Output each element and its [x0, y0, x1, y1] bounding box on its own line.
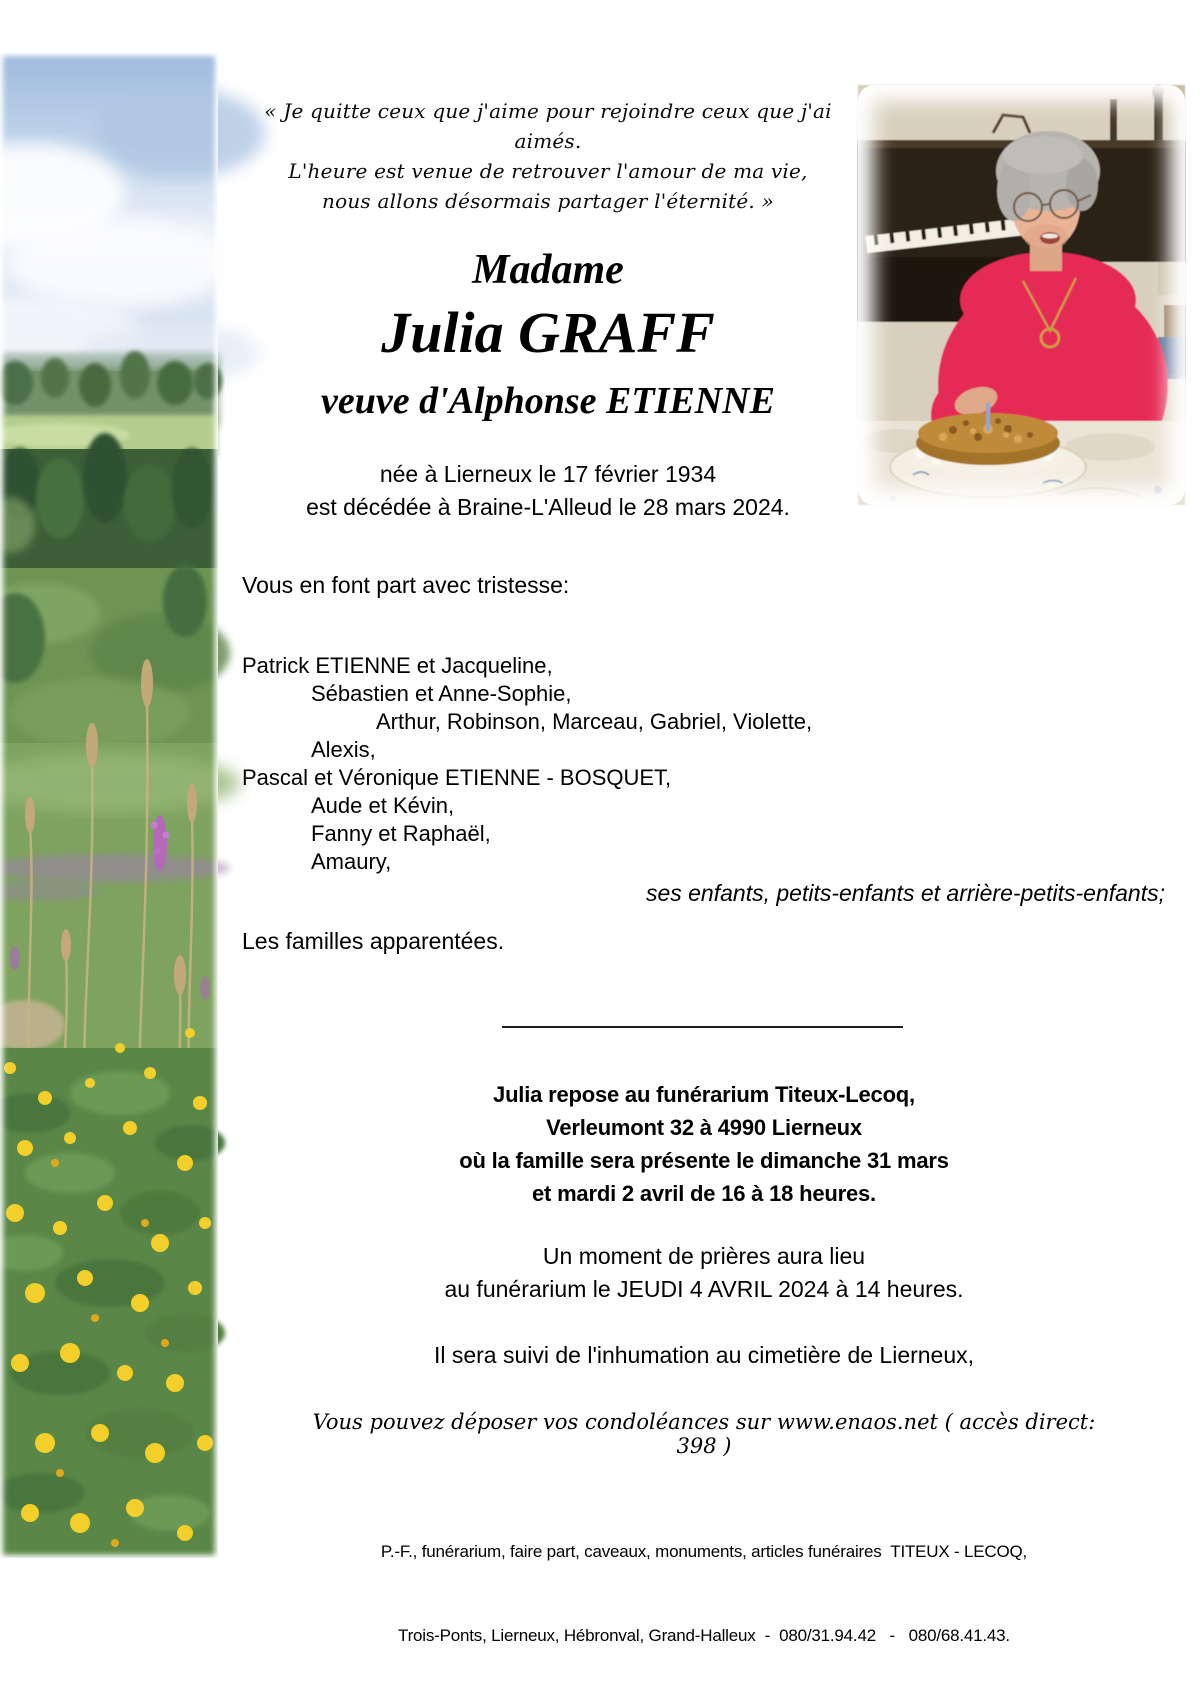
life-dates: [235, 458, 861, 524]
deceased-civility: Madame: [472, 247, 624, 293]
family-member-line: Sébastien et Anne-Sophie,: [311, 681, 572, 706]
family-member-line: Fanny et Raphaël,: [311, 821, 491, 846]
quote-line-3: nous allons désormais partager l'éternité. »: [322, 189, 774, 213]
family-member-line: Amaury,: [311, 849, 392, 874]
related-families-line: Les familles apparentées.: [242, 928, 505, 954]
repose-details: [404, 1078, 1004, 1210]
deceased-name: Julia GRAFF: [381, 300, 715, 365]
family-member-line: Pascal et Véronique ETIENNE - BOSQUET,: [242, 765, 672, 790]
condolences-line: Vous pouvez déposer vos condoléances sur www.enaos.net ( accès direct: 398 ): [312, 1410, 1096, 1458]
repose-line-4: et mardi 2 avril de 16 à 18 heures.: [532, 1181, 876, 1206]
prayer-line-2: au funérarium le JEUDI 4 AVRIL 2024 à 14 heures.: [444, 1276, 964, 1302]
memorial-quote: [235, 96, 861, 216]
family-member-line: Alexis,: [311, 737, 376, 762]
family-member-line: Patrick ETIENNE et Jacqueline,: [242, 653, 553, 678]
repose-line-3: où la famille sera présente le dimanche 31 mars: [459, 1148, 949, 1173]
nature-photo: [0, 53, 218, 1558]
nature-photo-strip: [0, 53, 218, 1558]
quote-line-1: « Je quitte ceux que j'aime pour rejoindre ceux que j'ai aimés.: [264, 99, 832, 153]
footer-line-2: Trois-Ponts, Lierneux, Hébronval, Grand-Halleux - 080/31.94.42 - 080/68.41.43.: [398, 1626, 1010, 1645]
family-list: [242, 652, 1082, 876]
portrait-photo: [858, 85, 1185, 505]
portrait-photo-svg: [858, 85, 1185, 505]
burial-line: Il sera suivi de l'inhumation au cimetière de Lierneux,: [433, 1342, 975, 1368]
repose-line-1: Julia repose au funérarium Titeux-Lecoq,: [493, 1082, 915, 1107]
divider-line: [502, 1026, 903, 1028]
footer-line-1: P.-F., funérarium, faire part, caveaux, monuments, articles funéraires TITEUX - LECOQ,: [380, 1542, 1028, 1561]
birth-line: née à Lierneux le 17 février 1934: [379, 461, 717, 487]
relation-note: ses enfants, petits-enfants et arrière-petits-enfants;: [645, 880, 1165, 906]
funeral-home-footer: [304, 1482, 1104, 1706]
prayer-line-1: Un moment de prières aura lieu: [542, 1243, 866, 1269]
quote-line-2: L'heure est venue de retrouver l'amour de ma vie,: [288, 159, 808, 183]
family-member-line: Aude et Kévin,: [311, 793, 455, 818]
death-line: est décédée à Braine-L'Alleud le 28 mars 2024.: [306, 494, 790, 520]
repose-line-2: Verleumont 32 à 4990 Lierneux: [546, 1115, 862, 1140]
family-member-line: Arthur, Robinson, Marceau, Gabriel, Violette,: [376, 709, 813, 734]
prayer-details: [404, 1240, 1004, 1306]
deceased-widow-line: veuve d'Alphonse ETIENNE: [321, 380, 775, 422]
announcement-intro: Vous en font part avec tristesse:: [242, 572, 570, 598]
